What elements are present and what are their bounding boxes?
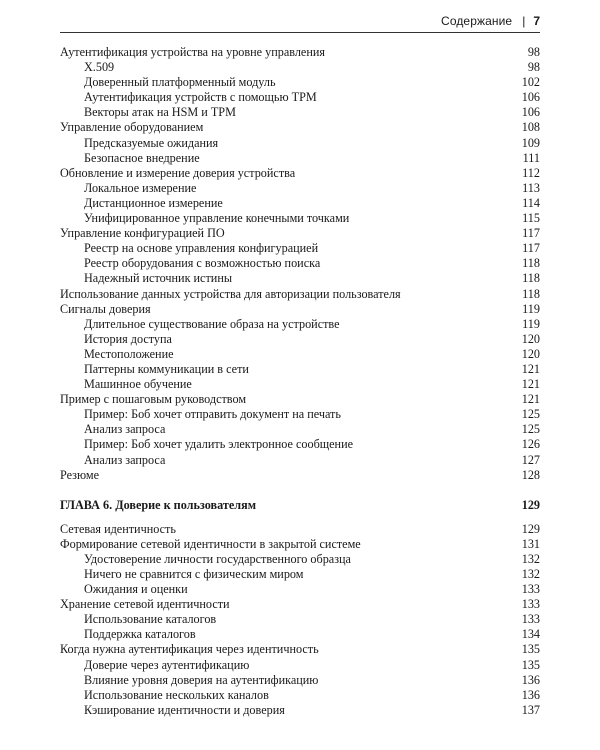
chapter-title: ГЛАВА 6. Доверие к пользователям	[60, 497, 257, 512]
toc-entry-page-number: 132	[521, 551, 540, 566]
toc-entry-title: Анализ запроса	[84, 422, 166, 437]
toc-entry[interactable]	[60, 522, 540, 537]
toc-entry[interactable]	[60, 75, 540, 90]
toc-entry[interactable]	[60, 377, 540, 392]
toc-entry-page-number: 136	[521, 672, 540, 687]
toc-entry-title: Ничего не сравнится с физическим миром	[84, 567, 304, 581]
toc-entry[interactable]	[60, 287, 540, 302]
toc-entry[interactable]	[60, 211, 540, 226]
toc-entry[interactable]	[60, 166, 540, 181]
toc-entry[interactable]	[60, 582, 540, 597]
toc-entry-title: Реестр оборудования с возможностью поиска	[84, 256, 321, 271]
toc-entry-title: Пример: Боб хочет отправить документ на печать	[84, 407, 341, 422]
toc-entry-page-number: 135	[521, 657, 540, 672]
toc-entry-title: Использование каталогов	[84, 612, 217, 627]
toc-entry[interactable]	[60, 597, 540, 612]
page-header	[60, 10, 540, 33]
toc-entry[interactable]	[60, 332, 540, 347]
toc-entry-page-number: 106	[521, 90, 540, 105]
toc-entry[interactable]	[60, 196, 540, 211]
toc-entry[interactable]	[60, 362, 540, 377]
toc-entry-title: Местоположение	[84, 346, 174, 361]
toc-entry-page-number: 126	[521, 437, 540, 452]
toc-entry-page-number: 108	[521, 120, 540, 135]
toc-entry-page-number: 112	[522, 165, 540, 180]
toc-section-part2	[60, 522, 540, 718]
toc-entry-title: Анализ запроса	[84, 452, 166, 467]
toc-entry-page-number: 98	[527, 60, 540, 75]
toc-entry[interactable]	[60, 437, 540, 452]
toc-entry-page-number: 125	[521, 407, 540, 422]
toc-entry-title: Кэширование идентичности и доверия	[84, 702, 285, 717]
toc-entry[interactable]	[60, 241, 540, 256]
toc-entry-title: Безопасное внедрение	[84, 150, 200, 165]
toc-entry-title: Доверенный платформенный модуль	[84, 75, 276, 90]
toc-entry-page-number: 106	[521, 105, 540, 120]
toc-entry[interactable]	[60, 271, 540, 286]
toc-entry[interactable]	[60, 703, 540, 718]
toc-entry-title: Предсказуемые ожидания	[84, 135, 219, 150]
toc-entry-title: Векторы атак на HSM и TPM	[84, 105, 236, 120]
toc-entry[interactable]	[60, 45, 540, 60]
toc-entry-page-number: 117	[522, 226, 540, 241]
toc-entry[interactable]	[60, 552, 540, 567]
toc-entry-page-number: 133	[521, 582, 540, 597]
toc-entry[interactable]	[60, 347, 540, 362]
toc-entry-title: Доверие через аутентификацию	[84, 657, 250, 672]
toc-entry-page-number: 120	[521, 346, 540, 361]
toc-entry-page-number: 118	[522, 271, 540, 286]
toc-entry-title: Пример с пошаговым руководством	[60, 392, 247, 407]
toc-entry-page-number: 133	[521, 597, 540, 612]
toc-entry-page-number: 131	[521, 536, 540, 551]
toc-entry[interactable]	[60, 407, 540, 422]
toc-entry-title: X.509	[84, 60, 115, 75]
toc-entry-title: Пример: Боб хочет удалить электронное сообщение	[84, 437, 354, 452]
toc-entry[interactable]	[60, 673, 540, 688]
toc-entry-page-number: 133	[521, 612, 540, 627]
toc-entry[interactable]	[60, 60, 540, 75]
toc-section-part1	[60, 45, 540, 483]
toc-entry[interactable]	[60, 151, 540, 166]
toc-entry-title: Обновление и измерение доверия устройства	[60, 165, 296, 180]
toc-entry[interactable]	[60, 136, 540, 151]
toc-entry-page-number: 135	[521, 642, 540, 657]
header-title: Содержание	[441, 14, 513, 28]
toc-entry-title: Локальное измерение	[84, 180, 197, 195]
toc-entry-title: Сетевая идентичность	[60, 521, 176, 536]
toc-entry-page-number: 119	[522, 301, 540, 316]
toc-entry[interactable]	[60, 537, 540, 552]
toc-entry-title: Длительное существование образа на устройстве	[84, 316, 340, 331]
toc-entry-page-number: 119	[522, 316, 540, 331]
toc-entry-page-number: 136	[521, 687, 540, 702]
toc-entry-page-number: 121	[521, 377, 540, 392]
toc-entry[interactable]	[60, 612, 540, 627]
toc-entry-title: Управление оборудованием	[60, 120, 204, 135]
toc-entry-page-number: 117	[522, 241, 540, 256]
toc-entry-page-number: 102	[521, 75, 540, 90]
toc-entry-title: Ожидания и оценки	[84, 582, 188, 597]
toc-entry-title: Аутентификация устройств с помощью TPM	[84, 90, 317, 105]
toc-entry-page-number: 134	[521, 627, 540, 642]
toc-entry-title: Использование данных устройства для авторизации пользователя	[60, 286, 401, 301]
toc-entry-page-number: 129	[521, 521, 540, 536]
toc-entry-title: История доступа	[84, 331, 172, 346]
header-inner	[441, 14, 540, 28]
toc-entry-title: Использование нескольких каналов	[84, 687, 269, 702]
toc-entry-title: Аутентификация устройства на уровне управления	[60, 45, 325, 59]
toc-entry-title: Влияние уровня доверия на аутентификацию	[84, 672, 319, 687]
toc-entry-page-number: 118	[522, 286, 540, 301]
toc-entry-title: Удостоверение личности государственного образца	[84, 551, 351, 566]
toc-entry-page-number: 111	[522, 150, 540, 165]
toc-entry-title: Резюме	[60, 467, 100, 482]
toc-entry[interactable]	[60, 468, 540, 483]
toc-entry[interactable]	[60, 90, 540, 105]
toc-entry[interactable]	[60, 627, 540, 642]
table-of-contents	[60, 45, 540, 718]
header-page-number: 7	[533, 14, 540, 28]
toc-entry-title: Надежный источник истины	[84, 271, 233, 286]
toc-entry-title: Реестр на основе управления конфигурацией	[84, 241, 319, 256]
chapter-page-number: 129	[521, 497, 540, 512]
toc-entry-page-number: 132	[521, 567, 540, 581]
toc-entry-title: Дистанционное измерение	[84, 195, 223, 210]
toc-entry-title: Управление конфигурацией ПО	[60, 226, 225, 241]
toc-entry-title: Сигналы доверия	[60, 301, 151, 316]
toc-entry-page-number: 137	[521, 702, 540, 717]
toc-entry-page-number: 115	[522, 211, 540, 226]
toc-entry[interactable]	[60, 658, 540, 673]
toc-entry-page-number: 127	[521, 452, 540, 467]
toc-entry[interactable]	[60, 120, 540, 135]
toc-entry[interactable]	[60, 226, 540, 241]
toc-entry-title: Хранение сетевой идентичности	[60, 597, 230, 612]
toc-entry[interactable]	[60, 105, 540, 120]
toc-entry[interactable]	[60, 688, 540, 703]
toc-entry[interactable]	[60, 317, 540, 332]
toc-entry-title: Унифицированное управление конечными точками	[84, 211, 350, 226]
toc-entry[interactable]	[60, 181, 540, 196]
chapter-heading-block	[60, 497, 540, 513]
toc-entry-title: Машинное обучение	[84, 377, 192, 392]
toc-entry-page-number: 118	[522, 256, 540, 271]
toc-entry-page-number: 98	[527, 45, 540, 59]
toc-entry[interactable]	[60, 567, 540, 582]
toc-entry[interactable]	[60, 642, 540, 657]
toc-entry-page-number: 120	[521, 331, 540, 346]
toc-entry-page-number: 121	[521, 392, 540, 407]
toc-entry[interactable]	[60, 302, 540, 317]
header-separator: |	[522, 14, 526, 28]
toc-entry-title: Поддержка каталогов	[84, 627, 196, 642]
toc-entry-page-number: 121	[521, 361, 540, 376]
toc-entry-page-number: 109	[521, 135, 540, 150]
toc-entry-page-number: 113	[522, 180, 540, 195]
toc-entry[interactable]	[60, 422, 540, 437]
toc-entry-page-number: 114	[522, 195, 540, 210]
toc-entry[interactable]	[60, 256, 540, 271]
toc-entry[interactable]	[60, 453, 540, 468]
toc-entry-title: Паттерны коммуникации в сети	[84, 361, 249, 376]
toc-entry-title: Когда нужна аутентификация через идентичность	[60, 642, 319, 657]
toc-entry[interactable]	[60, 392, 540, 407]
toc-entry-title: Формирование сетевой идентичности в закрытой системе	[60, 536, 361, 551]
toc-entry-chapter[interactable]	[60, 497, 540, 513]
toc-entry-page-number: 128	[521, 467, 540, 482]
toc-entry-page-number: 125	[521, 422, 540, 437]
